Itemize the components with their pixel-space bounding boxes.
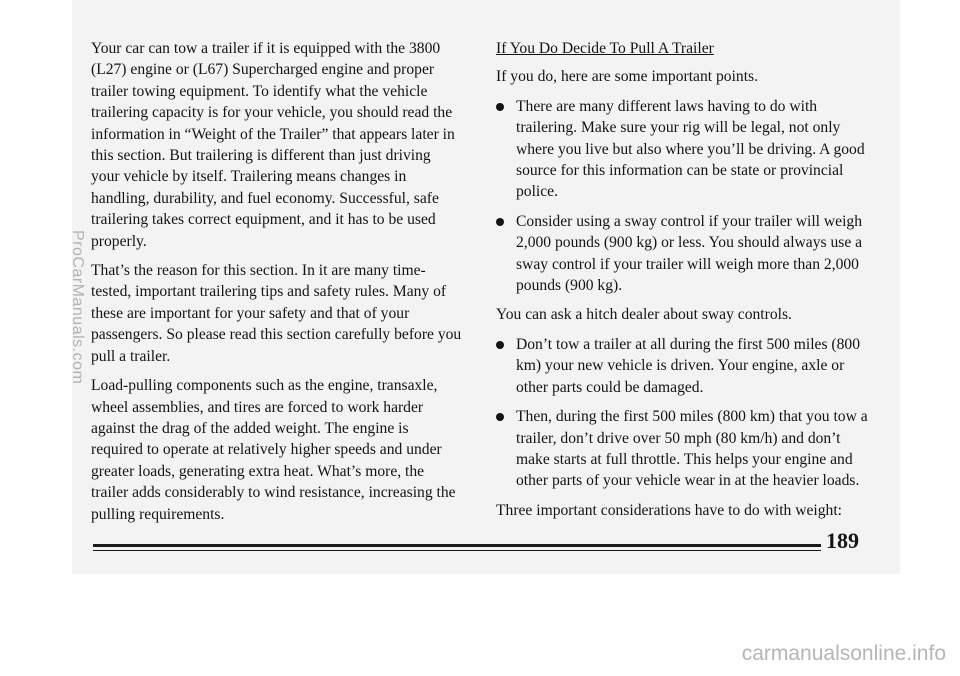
list-item-text: Don’t tow a trailer at all during the first 500 miles (800 km) your new vehicle is driven. Your engine, axle or other parts could be damaged. bbox=[516, 335, 860, 396]
list-item bbox=[496, 406, 874, 492]
bullet-icon bbox=[496, 341, 504, 349]
list-item bbox=[496, 211, 874, 297]
sway-control-text: You can ask a hitch dealer about sway controls. bbox=[496, 306, 792, 324]
list-item-text: There are many different laws having to do with trailering. Make sure your rig will be legal, not only where you live but also where you’ll be driving. A good source for this information can be state or provincial police. bbox=[516, 97, 865, 201]
bullet-list-2 bbox=[496, 334, 874, 492]
list-item-text: Consider using a sway control if your trailer will weigh 2,000 pounds (900 kg) or less. You should always use a sway control if your trailer will weigh more than 2,000 pounds (900 kg). bbox=[516, 212, 863, 295]
page-number: 189 bbox=[826, 528, 859, 553]
section-heading: If You Do Decide To Pull A Trailer bbox=[496, 40, 714, 57]
closing-text: Three important considerations have to do with weight: bbox=[496, 501, 843, 519]
bullet-icon bbox=[496, 218, 504, 226]
list-item bbox=[496, 96, 874, 203]
paragraph-load-components: Load-pulling components such as the engine, transaxle, wheel assemblies, and tires are forced to work harder against the drag of the added weight. The engine is required to operate at relatively higher speeds and under greater loads, generating extra heat. What’s more, the trailer adds considerably to wind resistance, increasing the pulling requirements. bbox=[91, 377, 456, 523]
intro-text: If you do, here are some important points. bbox=[496, 68, 758, 86]
footer-rule-thin bbox=[93, 550, 821, 551]
list-item bbox=[496, 334, 874, 398]
left-column bbox=[91, 38, 463, 533]
list-item-text: Then, during the first 500 miles (800 km) that you tow a trailer, don’t drive over 50 mph (80 km/h) and don’t make starts at full throttle. This helps your engine and other parts of your vehicle wear in at the heavier loads. bbox=[516, 408, 868, 490]
right-column bbox=[496, 38, 874, 529]
bullet-icon bbox=[496, 103, 504, 111]
footer-rule-thick bbox=[93, 544, 821, 547]
side-watermark: ProCarManuals.com bbox=[69, 230, 86, 385]
bullet-list-1 bbox=[496, 96, 874, 297]
bottom-watermark: carmanualsonline.info bbox=[741, 642, 946, 665]
bullet-icon bbox=[496, 413, 504, 421]
paragraph-section-reason: That’s the reason for this section. In it are many time-tested, important trailering tips and safety rules. Many of these are important for your safety and that of your passengers. So please read this section carefully before you pull a trailer. bbox=[91, 262, 462, 365]
paragraph-towing-intro: Your car can tow a trailer if it is equipped with the 3800 (L27) engine or (L67) Supercharged engine and proper trailer towing equipment. To identify what the vehicle trailering capacity is for your vehicle, you should read the information in “Weight of the Trailer” that appears later in this section. But trailering is different than just driving your vehicle by itself. Trailering means changes in handling, durability, and fuel economy. Successful, safe trailering takes correct equipment, and it has to be used properly. bbox=[91, 40, 455, 250]
